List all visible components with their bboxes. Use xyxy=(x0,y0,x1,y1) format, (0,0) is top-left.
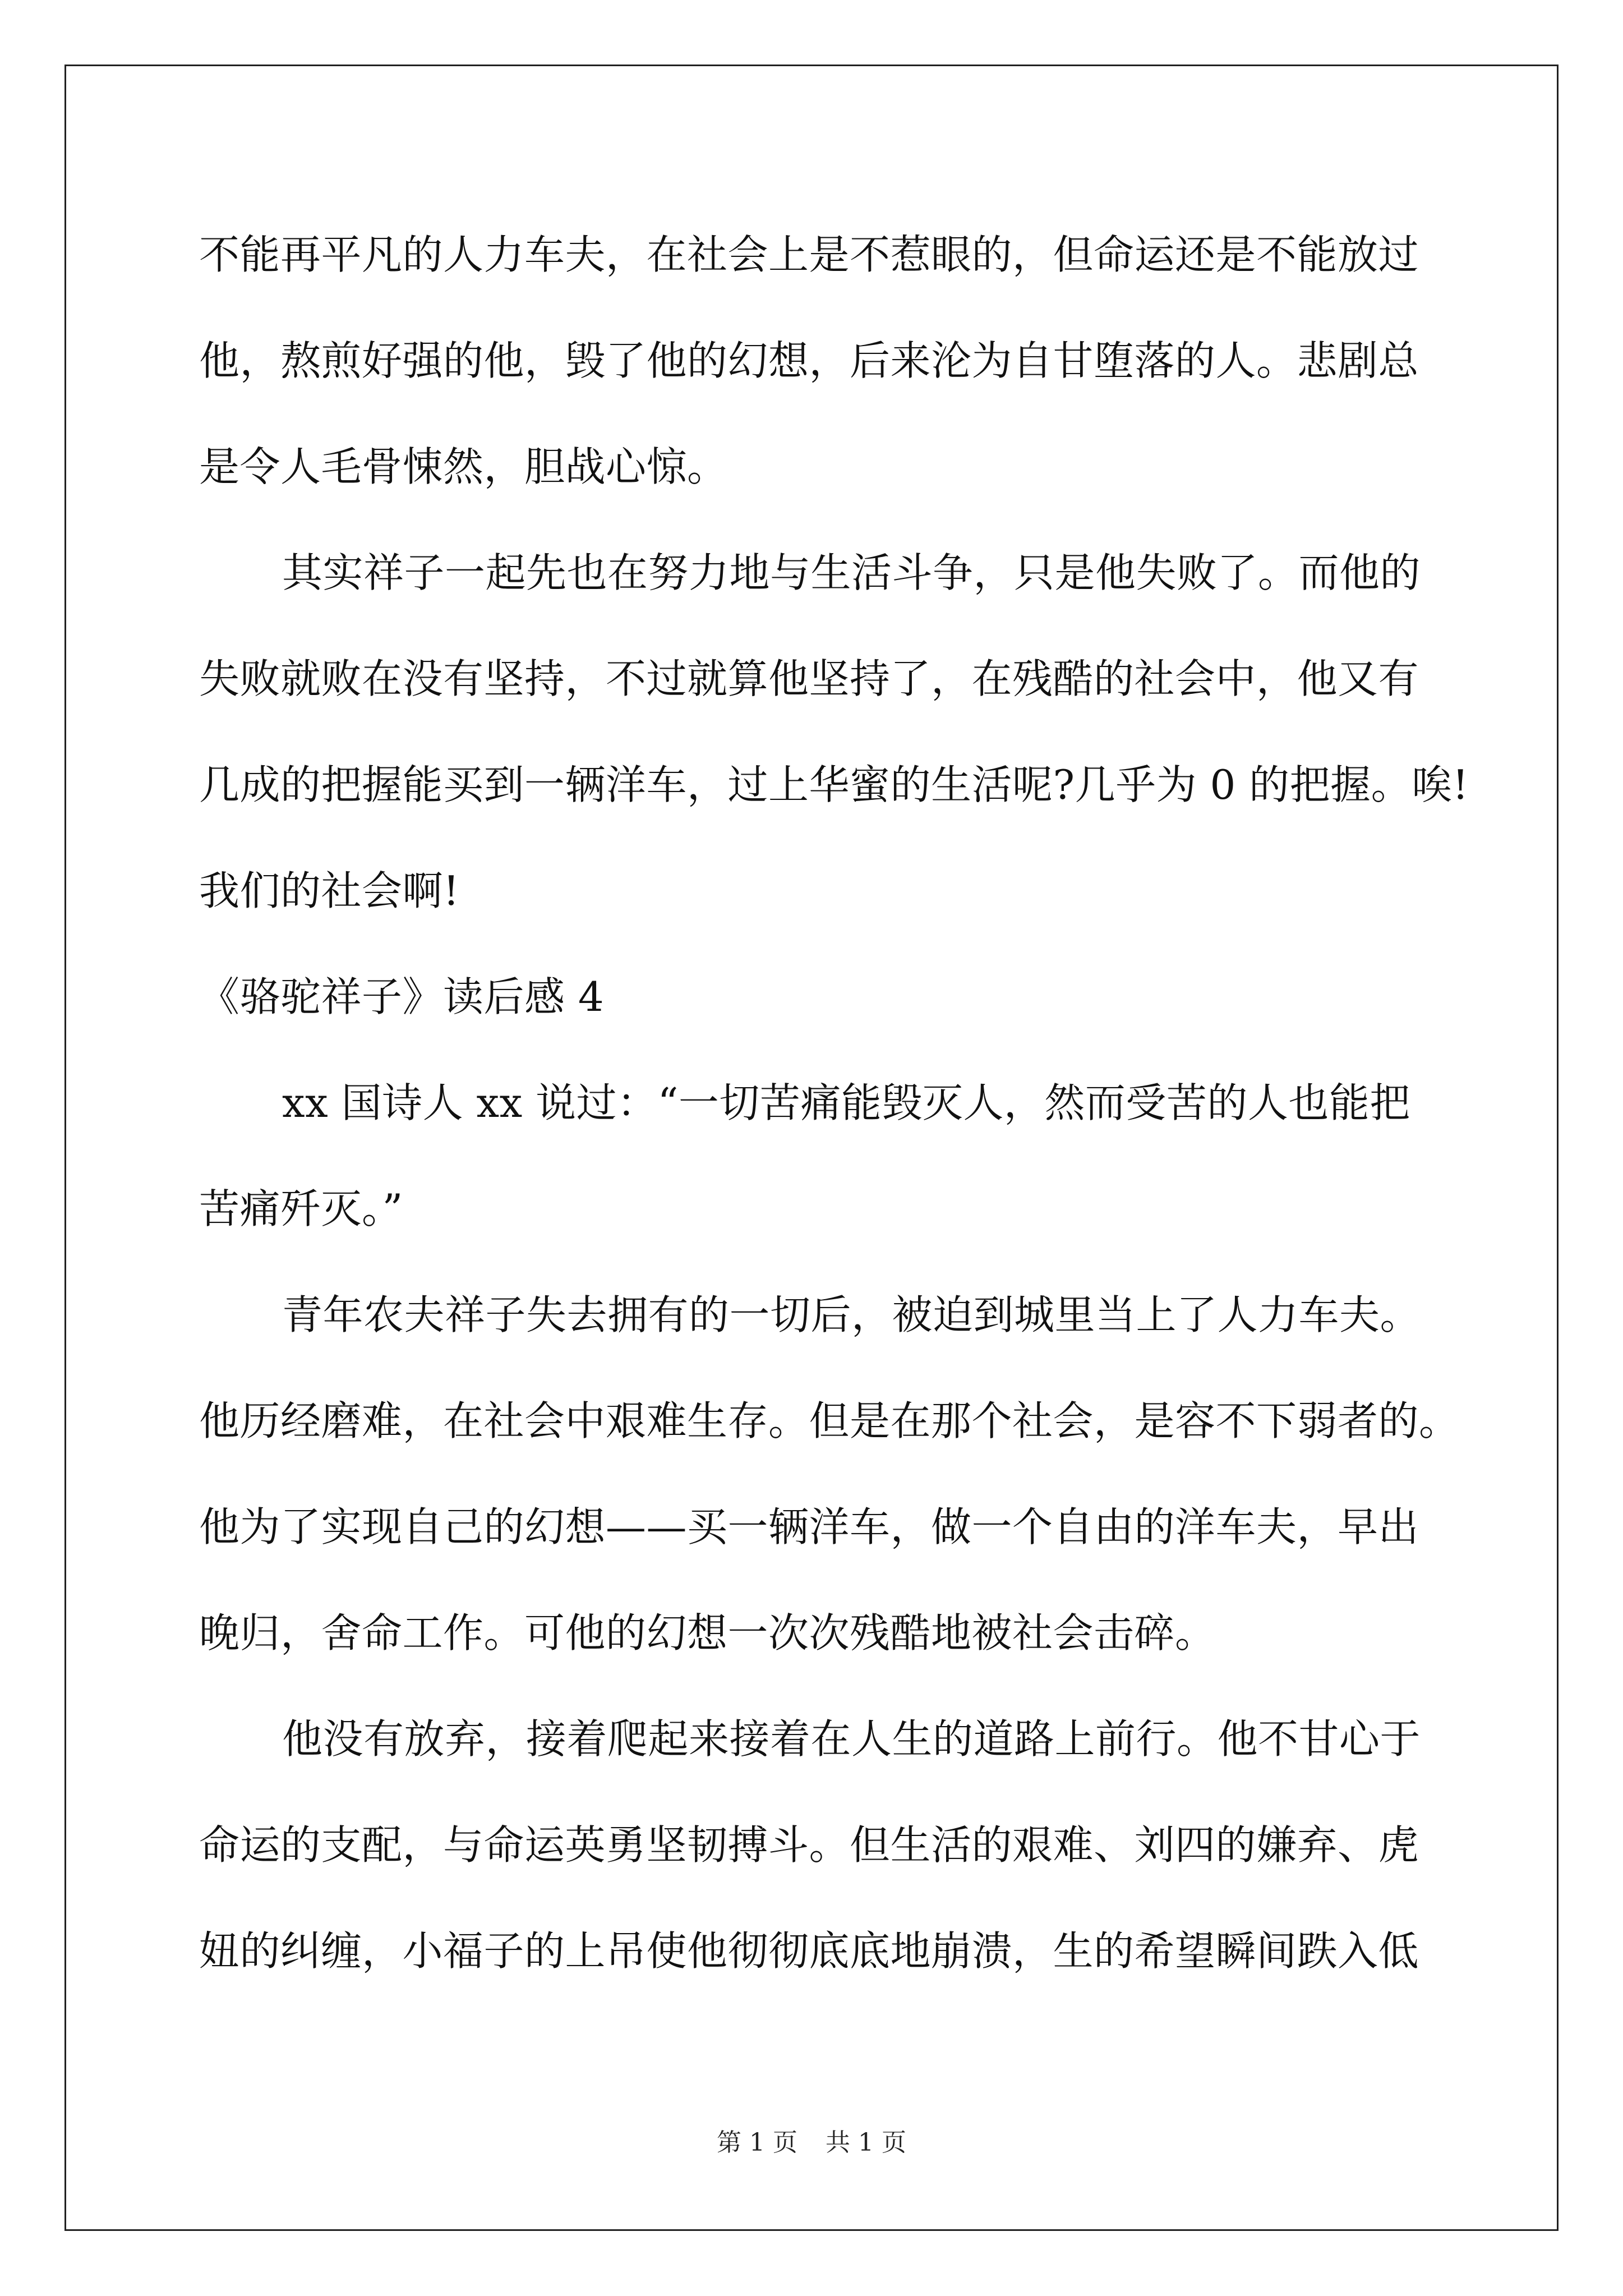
text-line: 青年农夫祥子失去拥有的一切后，被迫到城里当上了人力车夫。 xyxy=(282,1291,1421,1338)
text-line: 妞的纠缠，小福子的上吊使他彻彻底底地崩溃，生的希望瞬间跌入低 xyxy=(199,1927,1419,1975)
text-line: 他，熬煎好强的他，毁了他的幻想，后来沦为自甘堕落的人。悲剧总 xyxy=(199,337,1419,384)
text-line: 他没有放弃，接着爬起来接着在人生的道路上前行。他不甘心于 xyxy=(282,1715,1421,1763)
text-line: 他为了实现自己的幻想——买一辆洋车，做一个自由的洋车夫，早出 xyxy=(199,1503,1419,1550)
text-line: 命运的支配，与命运英勇坚韧搏斗。但生活的艰难、刘四的嫌弃、虎 xyxy=(199,1821,1419,1869)
page-footer xyxy=(0,2126,1623,2160)
text-line: 几成的把握能买到一辆洋车，过上华蜜的生活呢?几乎为 0 的把握。唉! xyxy=(199,761,1469,808)
text-line: 我们的社会啊! xyxy=(199,867,460,914)
text-line: 其实祥子一起先也在努力地与生活斗争，只是他失败了。而他的 xyxy=(282,549,1421,596)
page-total: 共 1 页 xyxy=(826,2128,906,2157)
text-line: 苦痛歼灭。” xyxy=(199,1185,403,1232)
document-body xyxy=(199,202,1469,2004)
page-number: 第 1 页 xyxy=(717,2128,797,2157)
section-heading: 《骆驼祥子》读后感 4 xyxy=(199,973,605,1020)
text-line: 是令人毛骨悚然，胆战心惊。 xyxy=(199,443,728,490)
text-line: 晚归，舍命工作。可他的幻想一次次残酷地被社会击碎。 xyxy=(199,1609,1216,1657)
text-line: 他历经磨难，在社会中艰难生存。但是在那个社会，是容不下弱者的。 xyxy=(199,1397,1460,1444)
text-line: xx 国诗人 xx 说过：“一切苦痛能毁灭人，然而受苦的人也能把 xyxy=(282,1079,1410,1126)
text-line: 不能再平凡的人力车夫，在社会上是不惹眼的，但命运还是不能放过 xyxy=(199,231,1419,278)
text-line: 失败就败在没有坚持，不过就算他坚持了，在残酷的社会中，他又有 xyxy=(199,655,1419,702)
